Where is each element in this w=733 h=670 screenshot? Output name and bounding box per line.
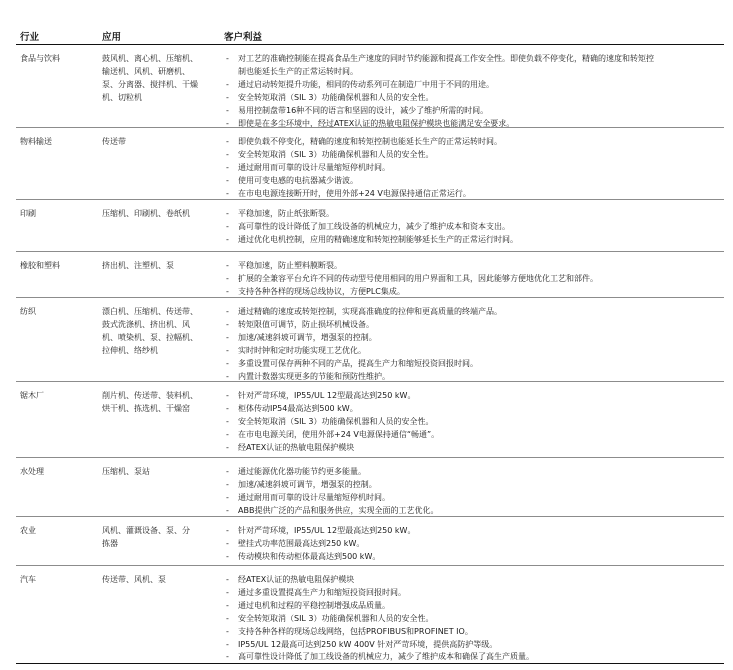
benefit-item: - 通过能源优化器功能节约更多能量。	[224, 466, 724, 479]
application-line: 压缩机、泵站	[102, 467, 150, 476]
header-application: 应用	[102, 32, 122, 43]
benefit-item: - 平稳加速，防止纸张断裂。	[224, 208, 724, 221]
benefit-item: - 易用控制盘带16种不同的语言和坚固的设计，减少了维护所需的时间。	[224, 105, 724, 118]
application-line: 压缩机、印刷机、卷纸机	[102, 209, 190, 218]
benefit-item: - 通过耐用而可靠的设计尽量缩短停机时间。	[224, 162, 724, 175]
benefit-item: - 内置计数器实现更多的节能和预防性维护。	[224, 371, 724, 384]
benefit-item: - 经ATEX认证的热敏电阻保护模块	[224, 442, 724, 455]
application-cell	[102, 466, 222, 479]
table-row	[16, 45, 724, 128]
benefit-item: - 安全转矩取消（SIL 3）功能确保机器和人员的安全性。	[224, 416, 724, 429]
table-row	[16, 458, 724, 517]
benefit-item: - 安全转矩取消（SIL 3）功能确保机器和人员的安全性。	[224, 613, 724, 626]
benefit-item: - 平稳加速，防止塑料膜断裂。	[224, 260, 724, 273]
industry-cell: 锯木厂	[20, 391, 44, 400]
industry-cell: 物料输送	[20, 137, 52, 146]
table-row	[16, 200, 724, 252]
benefit-item: - 实时时钟和定时功能实现工艺优化。	[224, 345, 724, 358]
industry-cell: 水处理	[20, 467, 44, 476]
benefit-item: - 支持各种各样的现场总线网络，包括PROFIBUS和PROFINET IO。	[224, 626, 724, 639]
benefit-item: - 加速/减速斜坡可调节，增强泵的控制。	[224, 479, 724, 492]
benefit-item: - IP55/UL 12最高可达到250 kW 400V 针对严苛环境，提供高防护等级。	[224, 639, 724, 652]
application-cell	[102, 260, 222, 273]
benefits-cell	[224, 390, 724, 455]
benefit-item: - 对工艺的准确控制能在提高食品生产速度的同时节约能源和提高工作安全性。即使负载不停变化，精确的速度和转矩控	[224, 53, 724, 66]
application-cell	[102, 390, 222, 416]
table-row	[16, 128, 724, 200]
benefits-cell	[224, 136, 724, 201]
benefit-item: - 传动模块和传动柜体最高达到500 kW。	[224, 551, 724, 564]
benefit-item: - 经ATEX认证的热敏电阻保护模块	[224, 574, 724, 587]
table-row	[16, 517, 724, 566]
benefit-item: - 通过优化电机控制，应用的精确速度和转矩控制能够延长生产的正常运行时间。	[224, 234, 724, 247]
industry-cell: 印刷	[20, 209, 36, 218]
benefits-cell	[224, 525, 724, 564]
benefit-item: - 通过多重设置提高生产力和缩短投资回报时间。	[224, 587, 724, 600]
benefit-item: - 使用可变电感的电抗器减少谐波。	[224, 175, 724, 188]
benefits-cell	[224, 53, 724, 130]
benefit-item: - 针对严苛环境，IP55/UL 12型最高达到250 kW。	[224, 525, 724, 538]
benefit-continuation: 制也能延长生产的正常运转时间。	[238, 66, 358, 76]
application-line: 风机、灌溉设备、泵、分	[102, 526, 190, 535]
application-line: 漂白机、压缩机、传送带、	[102, 307, 198, 316]
header-industry: 行业	[20, 32, 40, 43]
benefit-item: - 扩展的全兼容平台允许不同的传动型号使用相同的用户界面和工具，因此能够方便地优化工艺和部件。	[224, 273, 724, 286]
benefit-item: - 壁挂式功率范围最高达到250 kW。	[224, 538, 724, 551]
application-line: 挤出机、注塑机、泵	[102, 261, 174, 270]
benefit-item: - 即使负载不停变化，精确的速度和转矩控制也能延长生产的正常运转时间。	[224, 136, 724, 149]
benefit-item: - 通过耐用而可靠的设计尽量缩短停机时间。	[224, 492, 724, 505]
application-line: 烘干机、拣选机、干燥窑	[102, 403, 190, 413]
table-row	[16, 252, 724, 298]
benefit-item: - 在市电电源连接断开时，使用外部+24 V电源保持通信正常运行。	[224, 188, 724, 201]
application-cell	[102, 525, 222, 551]
benefit-item: - 转矩限值可调节，防止损坏机械设备。	[224, 319, 724, 332]
application-line: 泵、分离器、搅拌机、干燥	[102, 79, 198, 89]
application-cell	[102, 574, 222, 587]
application-line: 机、切粒机	[102, 92, 142, 102]
application-cell	[102, 208, 222, 221]
benefit-item: - 安全转矩取消（SIL 3）功能确保机器和人员的安全性。	[224, 92, 724, 105]
industry-cell: 汽车	[20, 575, 36, 584]
row-divider	[16, 663, 724, 664]
benefit-item: - 安全转矩取消（SIL 3）功能确保机器和人员的安全性。	[224, 149, 724, 162]
benefits-cell	[224, 466, 724, 518]
benefit-item: - 通过启动转矩提升功能，相同的传动系列可在制造厂中用于不同的用途。	[224, 79, 724, 92]
benefits-cell	[224, 260, 724, 299]
table-header	[16, 26, 724, 44]
benefits-cell	[224, 574, 724, 664]
benefit-item: - 即使是在多尘环境中，经过ATEX认证的热敏电阻保护模块也能满足安全要求。	[224, 118, 724, 131]
benefits-cell	[224, 306, 724, 383]
benefits-cell	[224, 208, 724, 247]
industry-cell: 橡胶和塑料	[20, 261, 60, 270]
industry-cell: 农业	[20, 526, 36, 535]
application-line: 削片机、传送带、装料机、	[102, 391, 198, 400]
application-cell	[102, 136, 222, 149]
industry-cell: 食品与饮料	[20, 54, 60, 63]
header-benefits: 客户利益	[224, 32, 263, 43]
benefit-item: - ABB提供广泛的产品和服务供应，实现全面的工艺优化。	[224, 505, 724, 518]
benefit-item: - 加速/减速斜坡可调节，增强泵的控制。	[224, 332, 724, 345]
application-line: 拉伸机、络纱机	[102, 345, 158, 355]
benefit-item: - 在市电电源关闭，使用外部+24 V电源保持通信“畅通”。	[224, 429, 724, 442]
application-line: 鼓风机、离心机、压缩机、	[102, 54, 198, 63]
application-line: 拣器	[102, 538, 118, 548]
benefit-item: - 高可靠性的设计降低了加工线设备的机械应力，减少了维护成本和资本支出。	[224, 221, 724, 234]
table-row	[16, 566, 724, 664]
application-line: 传送带、风机、泵	[102, 575, 166, 584]
benefit-item: - 针对严苛环境，IP55/UL 12型最高达到250 kW。	[224, 390, 724, 403]
benefit-item: - 支持各种各样的现场总线协议，方便PLC集成。	[224, 286, 724, 299]
table-row	[16, 298, 724, 382]
application-line: 鼓式洗涤机、挤出机、风	[102, 319, 190, 329]
benefit-item: - 多重设置可保存两种不同的产品，提高生产力和缩短投资回报时间。	[224, 358, 724, 371]
application-line: 传送带	[102, 137, 126, 146]
industry-cell: 纺织	[20, 307, 36, 316]
benefit-item: - 通过精确的速度或转矩控制，实现高准确度的拉伸和更高质量的终端产品。	[224, 306, 724, 319]
application-line: 机、喷染机、泵、拉幅机、	[102, 332, 198, 342]
benefit-item: - 柜体传动IP54最高达到500 kW。	[224, 403, 724, 416]
benefit-item: - 高可靠性设计降低了加工线设备的机械应力，减少了维护成本和确保了高生产质量。	[224, 651, 724, 664]
application-line: 输送机、风机、研磨机、	[102, 66, 190, 76]
application-cell	[102, 53, 222, 105]
application-cell	[102, 306, 222, 358]
table-row	[16, 382, 724, 458]
benefit-item: - 通过电机和过程的平稳控制增强成品质量。	[224, 600, 724, 613]
